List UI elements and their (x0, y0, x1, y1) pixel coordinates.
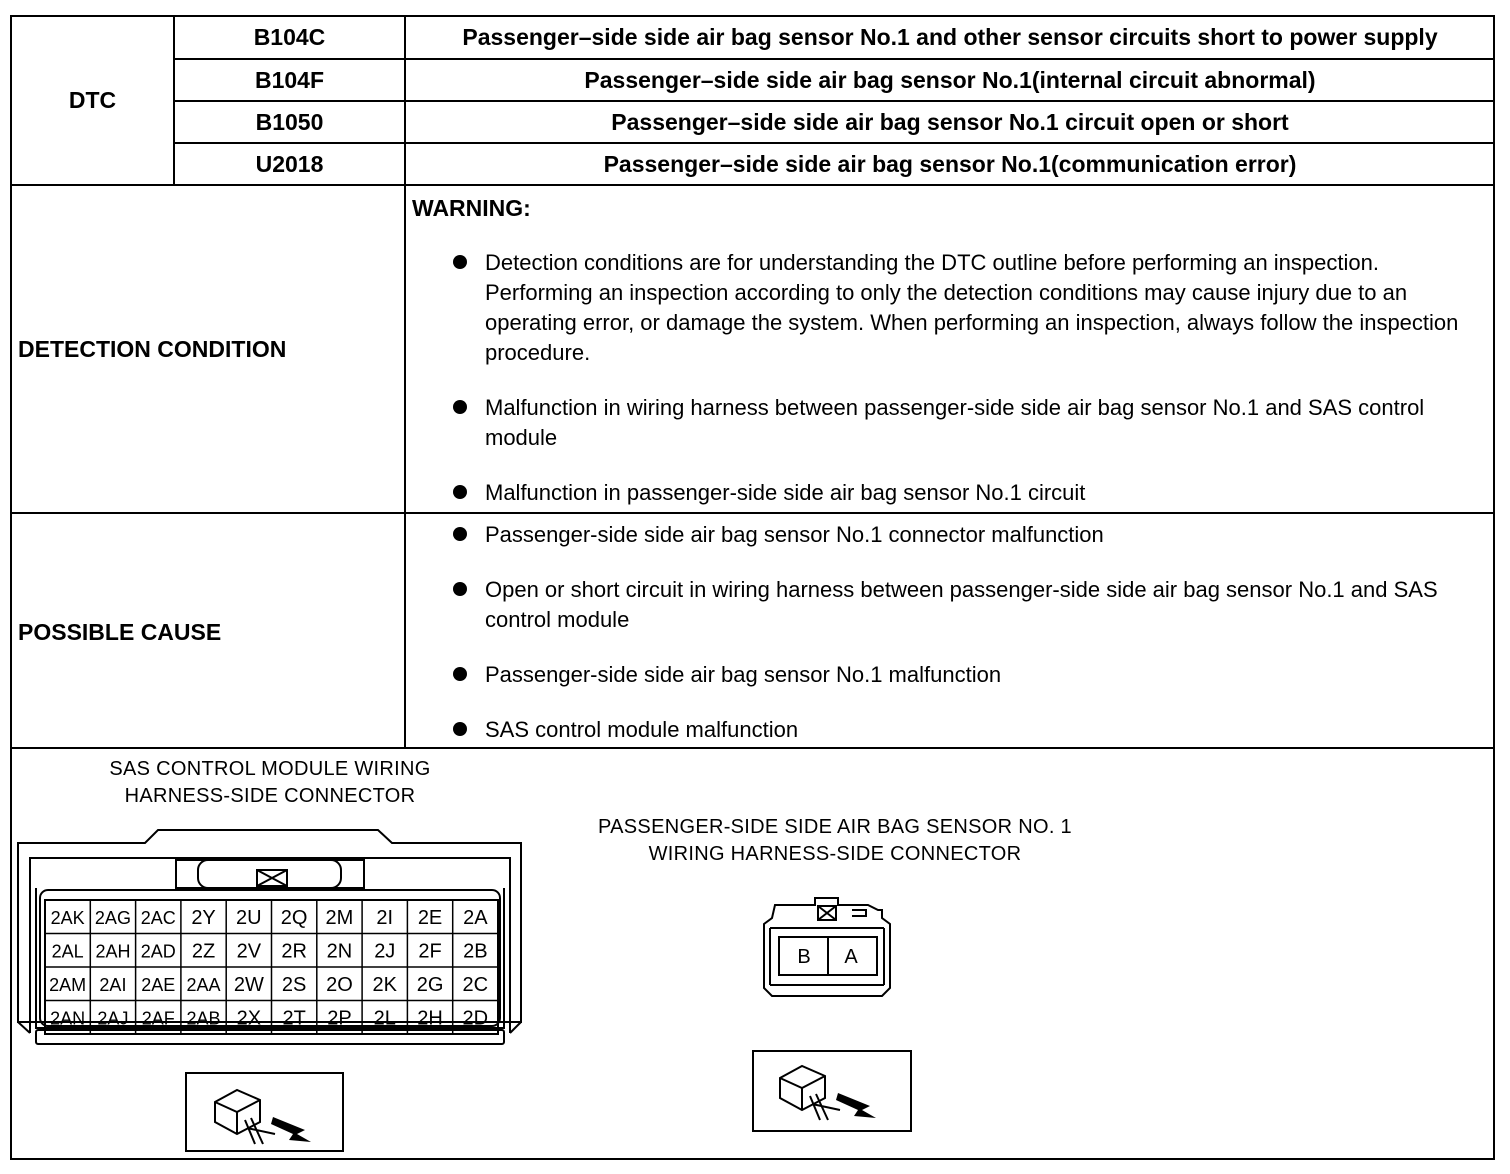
sas-pin-label: 2AB (186, 1008, 221, 1029)
sensor-pin-b: B (797, 946, 811, 968)
dtc-code: B104C (253, 24, 326, 50)
harness-view-icon (752, 1050, 914, 1134)
sas-connector-title-line2: HARNESS-SIDE CONNECTOR (124, 785, 416, 807)
dtc-code: B104F (254, 66, 325, 93)
sas-pin-label: 2AM (49, 974, 87, 995)
harness-view-icon (185, 1072, 345, 1154)
sas-pin-label: 2W (233, 973, 264, 996)
dtc-description: Passenger–side side air bag sensor No.1 and other sensor circuits short to power supply (462, 24, 1438, 50)
bullet-icon (453, 485, 467, 499)
list-item (450, 478, 1470, 508)
detection-text: Malfunction in wiring harness between passenger-side side air bag sensor No.1 and SAS control module (485, 395, 1425, 450)
sas-pin-label: 2Y (191, 906, 216, 929)
list-item (450, 393, 1470, 453)
sas-pin-label: 2C (462, 973, 489, 996)
sas-pin-label: 2S (281, 973, 307, 996)
bullet-icon (453, 400, 467, 414)
sas-pin-label: 2AI (99, 974, 127, 995)
sensor-connector-title-line2: WIRING HARNESS-SIDE CONNECTOR (648, 843, 1022, 865)
sas-connector-diagram (0, 820, 540, 1060)
sas-pin-label: 2AF (141, 1008, 175, 1029)
sas-pin-label: 2AE (141, 974, 176, 995)
sas-pin-label: 2AK (50, 907, 85, 928)
sensor-connector-title-line1: PASSENGER-SIDE SIDE AIR BAG SENSOR NO. 1 (598, 816, 1072, 838)
dtc-description: Passenger–side side air bag sensor No.1 circuit open or short (611, 108, 1289, 135)
bullet-icon (453, 722, 467, 736)
list-item (450, 715, 1470, 745)
sas-pin-label: 2B (463, 940, 488, 963)
cause-text: SAS control module malfunction (485, 717, 799, 742)
bullet-icon (453, 582, 467, 596)
sas-connector-title-line1: SAS CONTROL MODULE WIRING (109, 758, 431, 780)
sas-pin-label: 2H (417, 1007, 443, 1030)
sas-pin-label: 2AG (94, 907, 131, 928)
sas-pin-label: 2M (325, 906, 354, 929)
sas-pin-label: 2AN (50, 1008, 86, 1029)
sas-connector-title (40, 756, 500, 810)
possible-cause-label: POSSIBLE CAUSE (18, 619, 222, 645)
sas-pin-label: 2Z (191, 940, 216, 963)
sensor-connector-title (560, 814, 1110, 868)
detection-condition-label: DETECTION CONDITION (18, 336, 287, 362)
sensor-pin-a: A (844, 946, 858, 968)
sas-pin-label: 2G (416, 973, 444, 996)
sas-pin-label: 2J (374, 940, 396, 963)
bullet-icon (453, 255, 467, 269)
bullet-icon (453, 667, 467, 681)
dtc-label: DTC (68, 87, 117, 113)
dtc-description: Passenger–side side air bag sensor No.1(internal circuit abnormal) (584, 66, 1316, 93)
list-item (450, 520, 1470, 550)
sas-pin-label: 2F (418, 940, 442, 963)
sas-pin-label: 2T (282, 1007, 306, 1030)
sas-pin-label: 2U (236, 906, 262, 929)
sas-pin-label: 2R (281, 940, 307, 963)
row-divider (10, 184, 1494, 186)
sas-pin-label: 2P (327, 1007, 352, 1030)
bullet-icon (453, 527, 467, 541)
sas-pin-label: 2X (236, 1007, 262, 1030)
sas-pin-label: 2V (236, 940, 262, 963)
sas-pin-label: 2L (373, 1007, 396, 1030)
sas-pin-label: 2N (326, 940, 353, 963)
sas-pin-label: 2O (326, 973, 353, 996)
list-item (450, 248, 1470, 368)
warning-label: WARNING: (412, 195, 531, 221)
sas-pin-label: 2AJ (97, 1008, 129, 1029)
sas-pin-label: 2AC (140, 907, 176, 928)
row-divider (10, 747, 1494, 749)
row-divider (10, 512, 1494, 514)
sas-pin-label: 2I (376, 906, 394, 929)
list-item (450, 575, 1470, 635)
sas-pin-label: 2AD (140, 941, 176, 962)
sas-pin-label: 2Q (280, 906, 308, 929)
cause-text: Open or short circuit in wiring harness between passenger-side side air bag sensor No.1 and SAS control module (485, 577, 1438, 632)
list-item (450, 660, 1470, 690)
sas-pin-label: 2AL (51, 941, 84, 962)
sas-pin-label: 2D (462, 1007, 489, 1030)
dtc-code: U2018 (255, 150, 324, 177)
sensor-connector-diagram (755, 895, 900, 1005)
cause-text: Passenger-side side air bag sensor No.1 malfunction (485, 662, 1002, 687)
cause-text: Passenger-side side air bag sensor No.1 connector malfunction (485, 522, 1104, 547)
detection-text: Detection conditions are for understanding the DTC outline before performing an inspection. Performing an inspection according to only the detection conditions may cause injury due to an operating error, or damage the system. When performing an inspection, always follow the inspection procedure. (485, 250, 1459, 365)
dtc-code: B1050 (255, 108, 324, 135)
sas-pin-label: 2A (463, 906, 488, 929)
sas-pin-label: 2K (372, 973, 397, 996)
dtc-description: Passenger–side side air bag sensor No.1(communication error) (603, 150, 1297, 177)
sas-pin-label: 2AH (95, 941, 131, 962)
detection-text: Malfunction in passenger-side side air bag sensor No.1 circuit (485, 480, 1086, 505)
sas-pin-label: 2E (417, 906, 443, 929)
sas-pin-label: 2AA (186, 974, 221, 995)
